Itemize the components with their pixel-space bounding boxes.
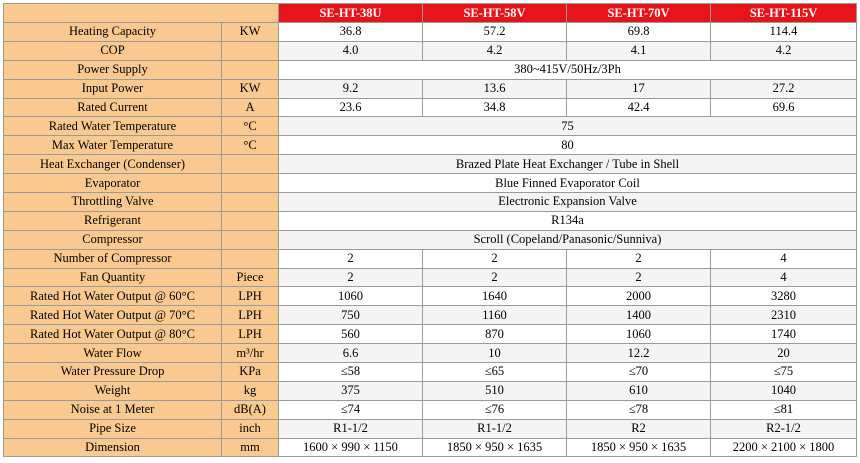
spec-label: Noise at 1 Meter	[4, 400, 222, 419]
table-row	[4, 211, 857, 230]
spec-value: ≤81	[711, 400, 857, 419]
spec-value: 2	[567, 268, 711, 287]
spec-value: 2310	[711, 306, 857, 325]
spec-unit	[222, 193, 279, 212]
spec-value: 4	[711, 268, 857, 287]
spec-value: 1850 × 950 × 1635	[423, 438, 567, 457]
spec-value: 1640	[423, 287, 567, 306]
spec-value-shared: Blue Finned Evaporator Coil	[279, 174, 857, 193]
spec-value: 13.6	[423, 79, 567, 98]
spec-value: R2-1/2	[711, 419, 857, 438]
spec-unit: kg	[222, 381, 279, 400]
spec-label: Rated Hot Water Output @ 60°C	[4, 287, 222, 306]
spec-unit: KW	[222, 23, 279, 42]
spec-value: 114.4	[711, 23, 857, 42]
spec-unit: Piece	[222, 268, 279, 287]
spec-value: R2	[567, 419, 711, 438]
table-row	[4, 344, 857, 363]
spec-unit	[222, 60, 279, 79]
spec-unit: inch	[222, 419, 279, 438]
spec-value: 4	[711, 249, 857, 268]
spec-unit	[222, 230, 279, 249]
spec-unit: °C	[222, 136, 279, 155]
table-row	[4, 117, 857, 136]
spec-value: 1160	[423, 306, 567, 325]
spec-value-shared: 380~415V/50Hz/3Ph	[279, 60, 857, 79]
table-row	[4, 306, 857, 325]
spec-unit	[222, 211, 279, 230]
spec-value: 2000	[567, 287, 711, 306]
spec-value: 1600 × 990 × 1150	[279, 438, 423, 457]
spec-label: Pipe Size	[4, 419, 222, 438]
spec-value: ≤75	[711, 363, 857, 382]
spec-unit: LPH	[222, 306, 279, 325]
spec-label: Throttling Valve	[4, 193, 222, 212]
spec-value: 17	[567, 79, 711, 98]
table-row	[4, 400, 857, 419]
spec-value: 1400	[567, 306, 711, 325]
spec-value: 9.2	[279, 79, 423, 98]
spec-unit: A	[222, 98, 279, 117]
spec-label: Water Pressure Drop	[4, 363, 222, 382]
spec-label: Max Water Temperature	[4, 136, 222, 155]
spec-value: ≤65	[423, 363, 567, 382]
table-row	[4, 60, 857, 79]
spec-label: Water Flow	[4, 344, 222, 363]
spec-label: Heat Exchanger (Condenser)	[4, 155, 222, 174]
spec-value: ≤70	[567, 363, 711, 382]
model-header: SE-HT-38U	[279, 4, 423, 23]
spec-value: 69.6	[711, 98, 857, 117]
spec-value: 6.6	[279, 344, 423, 363]
spec-value: 2	[279, 268, 423, 287]
spec-unit: KPa	[222, 363, 279, 382]
spec-value: ≤76	[423, 400, 567, 419]
table-row	[4, 249, 857, 268]
spec-value: 34.8	[423, 98, 567, 117]
spec-unit: LPH	[222, 287, 279, 306]
spec-label: Compressor	[4, 230, 222, 249]
table-row	[4, 419, 857, 438]
spec-value: 12.2	[567, 344, 711, 363]
spec-value: 750	[279, 306, 423, 325]
spec-unit	[222, 174, 279, 193]
table-row	[4, 325, 857, 344]
spec-value: 1740	[711, 325, 857, 344]
spec-value: 42.4	[567, 98, 711, 117]
table-row	[4, 230, 857, 249]
spec-value: ≤74	[279, 400, 423, 419]
spec-value: 4.2	[711, 41, 857, 60]
spec-value-shared: 80	[279, 136, 857, 155]
spec-value: 1060	[279, 287, 423, 306]
table-row	[4, 98, 857, 117]
model-header: SE-HT-115V	[711, 4, 857, 23]
spec-label: Rated Hot Water Output @ 80°C	[4, 325, 222, 344]
spec-unit: mm	[222, 438, 279, 457]
spec-value: 3280	[711, 287, 857, 306]
spec-value-shared: Electronic Expansion Valve	[279, 193, 857, 212]
spec-label: Rated Current	[4, 98, 222, 117]
spec-value: 1850 × 950 × 1635	[567, 438, 711, 457]
spec-unit	[222, 249, 279, 268]
spec-value: 1060	[567, 325, 711, 344]
table-row	[4, 363, 857, 382]
spec-label: Fan Quantity	[4, 268, 222, 287]
spec-value: 2	[567, 249, 711, 268]
spec-value: 69.8	[567, 23, 711, 42]
spec-value: 375	[279, 381, 423, 400]
header-row	[4, 4, 857, 23]
spec-unit: m³/hr	[222, 344, 279, 363]
spec-value: ≤78	[567, 400, 711, 419]
spec-label: Weight	[4, 381, 222, 400]
spec-value: 20	[711, 344, 857, 363]
spec-value: R1-1/2	[279, 419, 423, 438]
spec-value: 2	[279, 249, 423, 268]
table-row	[4, 41, 857, 60]
table-row	[4, 381, 857, 400]
spec-value: 2	[423, 249, 567, 268]
spec-label: Input Power	[4, 79, 222, 98]
spec-value: 36.8	[279, 23, 423, 42]
spec-unit: dB(A)	[222, 400, 279, 419]
spec-label: Power Supply	[4, 60, 222, 79]
spec-label: COP	[4, 41, 222, 60]
table-row	[4, 79, 857, 98]
spec-value: 2200 × 2100 × 1800	[711, 438, 857, 457]
spec-value: 10	[423, 344, 567, 363]
spec-value: ≤58	[279, 363, 423, 382]
spec-value: 870	[423, 325, 567, 344]
spec-value: 27.2	[711, 79, 857, 98]
spec-value: 1040	[711, 381, 857, 400]
table-row	[4, 287, 857, 306]
spec-value: 2	[423, 268, 567, 287]
spec-label: Rated Water Temperature	[4, 117, 222, 136]
spec-label: Number of Compressor	[4, 249, 222, 268]
spec-value: 4.2	[423, 41, 567, 60]
spec-value: 57.2	[423, 23, 567, 42]
spec-label: Dimension	[4, 438, 222, 457]
spec-label: Rated Hot Water Output @ 70°C	[4, 306, 222, 325]
spec-value: 4.0	[279, 41, 423, 60]
spec-label: Heating Capacity	[4, 23, 222, 42]
spec-unit	[222, 155, 279, 174]
spec-value: 560	[279, 325, 423, 344]
spec-value: 23.6	[279, 98, 423, 117]
spec-value: 4.1	[567, 41, 711, 60]
spec-value: 510	[423, 381, 567, 400]
table-row	[4, 155, 857, 174]
spec-value: 610	[567, 381, 711, 400]
spec-value-shared: Brazed Plate Heat Exchanger / Tube in Shell	[279, 155, 857, 174]
table-row	[4, 23, 857, 42]
spec-value-shared: Scroll (Copeland/Panasonic/Sunniva)	[279, 230, 857, 249]
model-header: SE-HT-58V	[423, 4, 567, 23]
spec-label: Evaporator	[4, 174, 222, 193]
table-row	[4, 268, 857, 287]
table-row	[4, 438, 857, 457]
table-row	[4, 174, 857, 193]
spec-label: Refrigerant	[4, 211, 222, 230]
spec-unit: LPH	[222, 325, 279, 344]
spec-table	[3, 3, 857, 457]
model-header: SE-HT-70V	[567, 4, 711, 23]
spec-value: R1-1/2	[423, 419, 567, 438]
spec-unit	[222, 41, 279, 60]
table-row	[4, 136, 857, 155]
spec-body	[4, 23, 857, 457]
spec-value-shared: 75	[279, 117, 857, 136]
table-row	[4, 193, 857, 212]
spec-unit: °C	[222, 117, 279, 136]
spec-unit: KW	[222, 79, 279, 98]
spec-value-shared: R134a	[279, 211, 857, 230]
header-corner	[4, 4, 279, 23]
